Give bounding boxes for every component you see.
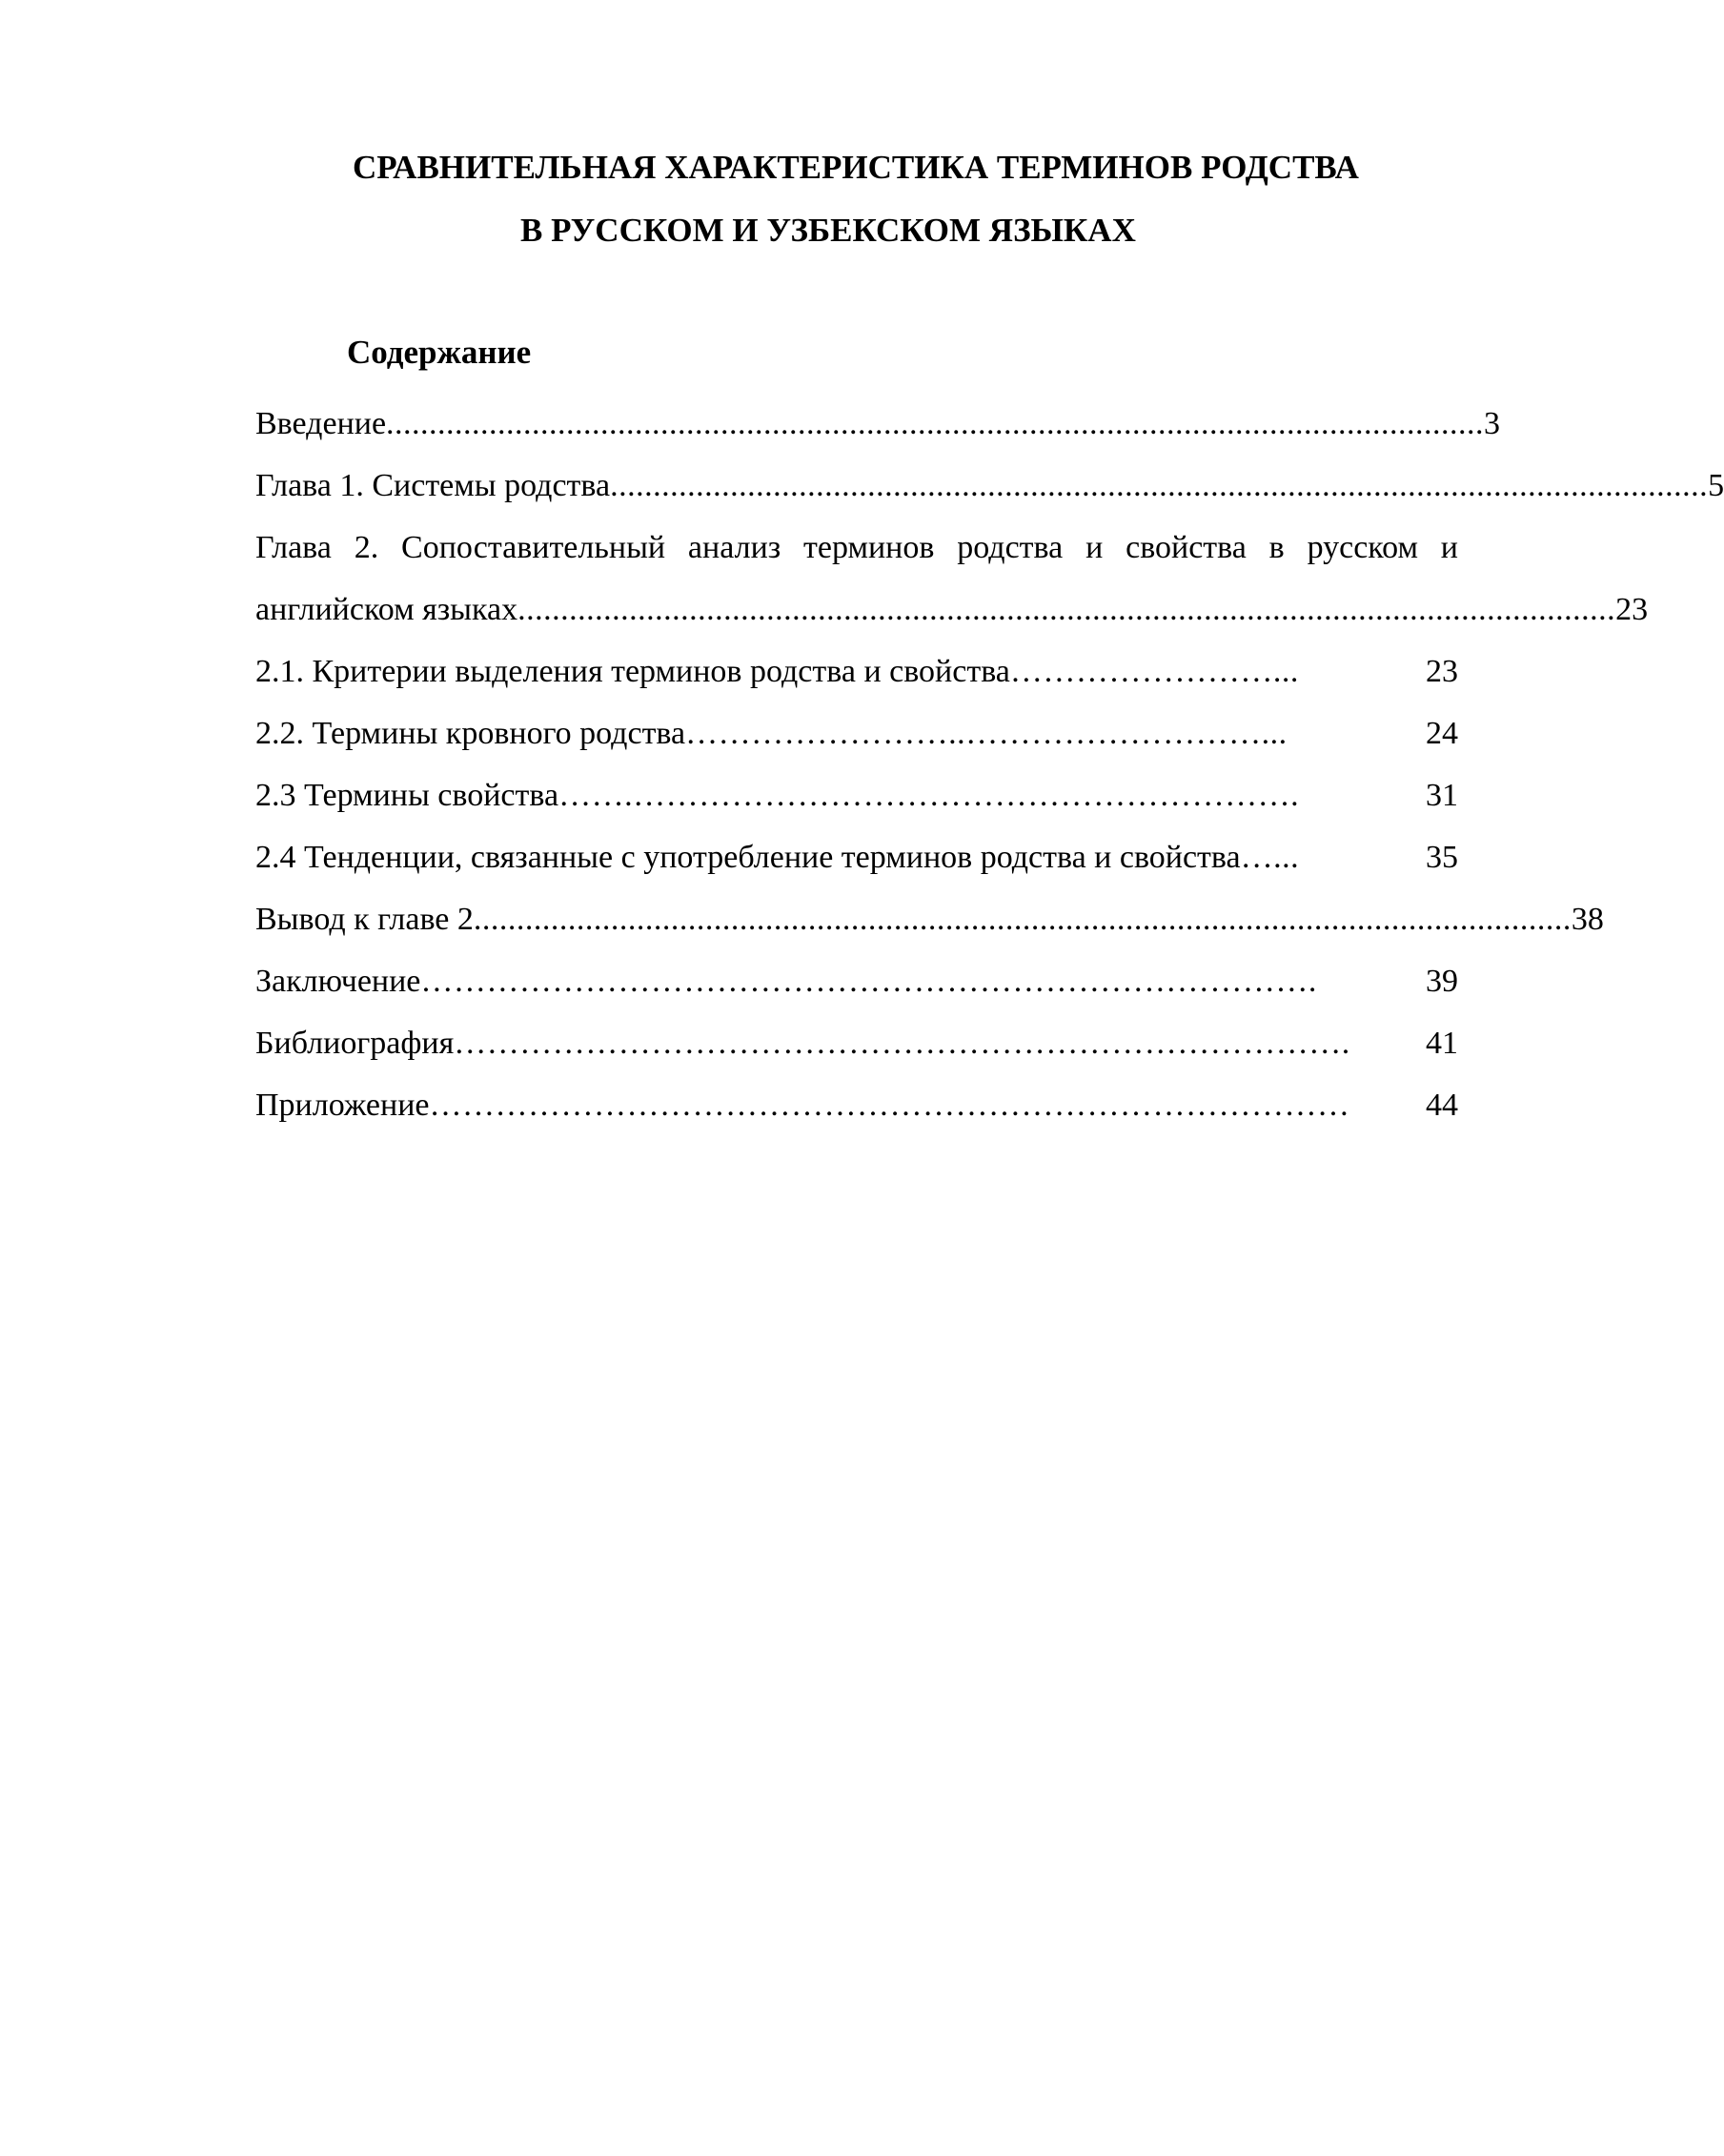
toc-entry-label: Библиография [255, 1026, 455, 1061]
toc-entry-page: 23 [1615, 592, 1649, 627]
document-title-line-2: В РУССКОМ И УЗБЕКСКОМ ЯЗЫКАХ [520, 212, 1136, 249]
toc-entry-leader: ................................................................................................................................ [610, 468, 1709, 503]
toc-entry-leader: …….……………………………………………………. [558, 778, 1300, 813]
toc-entry-page: 23 [1426, 654, 1458, 689]
toc-entry-page: 3 [1484, 406, 1501, 441]
toc-entry-label: Заключение [255, 964, 421, 999]
toc-entry-label: Приложение [255, 1088, 430, 1123]
toc-entry-page: 38 [1571, 902, 1604, 937]
toc-entry-label: Глава 1. Системы родства [255, 468, 611, 503]
toc-entry-label: 2.1. Критерии выделения терминов родства и свойства [255, 654, 1010, 689]
toc-entry-label: Вывод к главе 2 [255, 902, 474, 937]
toc-entry-page: 41 [1426, 1026, 1458, 1061]
toc-entry-leader: ………………………………………………………………………. [454, 1026, 1350, 1061]
toc-entry-page: 35 [1426, 840, 1458, 875]
toc-entry [255, 517, 1458, 579]
toc-entry-leader: ……………………... [1009, 654, 1299, 689]
toc-entry-leader: ................................................................................................................................ [517, 592, 1616, 627]
toc-entry [255, 888, 1604, 950]
toc-entry [255, 826, 1458, 888]
toc-entry-leader: ................................................................................................................................ [473, 902, 1572, 937]
toc-entry [255, 1012, 1458, 1074]
toc-entry-leader: ………………………………………………………………………. [420, 964, 1317, 999]
toc-entry-page: 44 [1426, 1088, 1458, 1123]
toc-entry-label: Глава 2. Сопоставительный анализ терминов родства и свойства в русском и [255, 530, 1458, 565]
toc-entry-label: английском языках [255, 592, 518, 627]
toc-entry [255, 455, 1724, 517]
toc-entry-page: 24 [1426, 716, 1458, 751]
toc-entry-page: 39 [1426, 964, 1458, 999]
document-title-line-1: СРАВНИТЕЛЬНАЯ ХАРАКТЕРИСТИКА ТЕРМИНОВ РОДСТВА [353, 149, 1359, 186]
toc-entry-leader: …... [1240, 840, 1300, 875]
toc-entry [255, 1074, 1458, 1136]
toc-entry [255, 702, 1458, 764]
toc-entry-page: 31 [1426, 778, 1458, 813]
toc-entry [255, 393, 1501, 455]
toc-entry [255, 764, 1458, 826]
toc-entry [255, 579, 1649, 641]
toc-entry [255, 641, 1458, 702]
toc-heading: Содержание [347, 334, 532, 371]
toc-entry-page: 5 [1708, 468, 1724, 503]
table-of-contents [255, 393, 1724, 1136]
toc-entry-leader: ………………………………………………………………………… [429, 1088, 1350, 1123]
toc-entry [255, 950, 1458, 1012]
toc-entry-leader: ................................................................................................................................ [386, 406, 1485, 441]
toc-entry-label: 2.3 Термины свойства [255, 778, 559, 813]
toc-entry-leader: ……………………..………………………... [685, 716, 1288, 751]
toc-entry-label: 2.2. Термины кровного родства [255, 716, 686, 751]
toc-entry-label: 2.4 Тенденции, связанные с употребление терминов родства и свойства [255, 840, 1241, 875]
toc-entry-label: Введение [255, 406, 387, 441]
